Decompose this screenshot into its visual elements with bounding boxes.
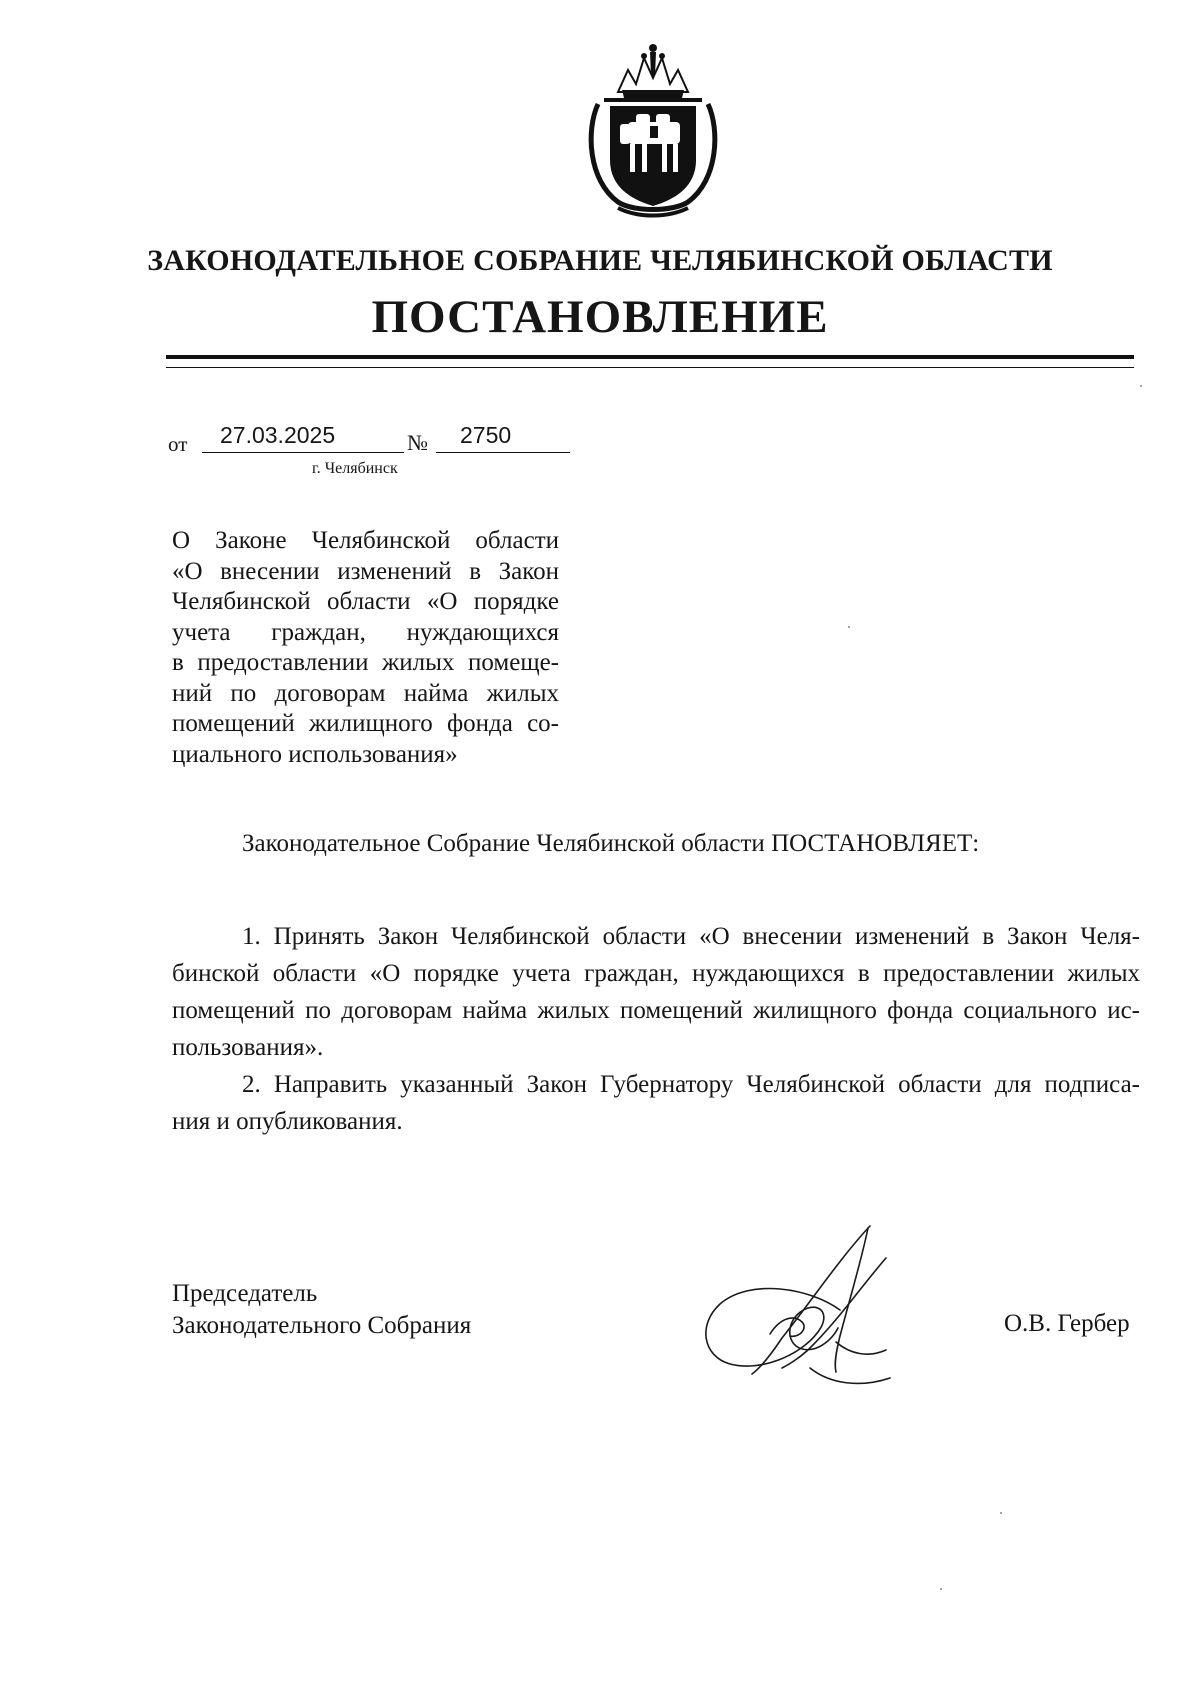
subject-line: ний по договорам найма жилых bbox=[172, 679, 559, 707]
subject-line: «О внесении изменений в Закон bbox=[172, 557, 559, 585]
item-2-line: ния и опубликования. bbox=[172, 1108, 403, 1135]
organization-title: ЗАКОНОДАТЕЛЬНОЕ СОБРАНИЕ ЧЕЛЯБИНСКОЙ ОБЛАСТИ bbox=[147, 244, 1053, 277]
document-number: 2750 bbox=[460, 422, 512, 448]
resolution-body bbox=[172, 918, 1140, 1140]
document-type-title: ПОСТАНОВЛЕНИЕ bbox=[371, 291, 829, 343]
document-date: 27.03.2025 bbox=[220, 422, 336, 448]
signer-name: О.В. Гербер bbox=[1004, 1310, 1130, 1337]
signer-position-line: Председатель bbox=[172, 1280, 318, 1307]
header-rule-thin bbox=[166, 367, 1134, 368]
coat-of-arms-icon bbox=[578, 40, 728, 220]
item-1-line: 1. Принять Закон Челябинской области «О внесении изменений в Закон Челя- bbox=[242, 923, 1140, 950]
number-label: № bbox=[407, 430, 428, 455]
item-1-line: пользования». bbox=[172, 1034, 324, 1061]
subject-line: учета граждан, нуждающихся bbox=[172, 618, 559, 646]
subject-line: в предоставлении жилых помеще- bbox=[172, 649, 559, 676]
scan-speck bbox=[1000, 1512, 1002, 1514]
item-1-line: бинской области «О порядке учета граждан, нуждающихся в предоставлении жилых bbox=[172, 960, 1140, 987]
signer-position-line: Законодательного Собрания bbox=[172, 1312, 472, 1339]
date-prefix-label: от bbox=[168, 432, 188, 456]
subject-line: Челябинской области «О порядке bbox=[172, 588, 559, 615]
signer-position bbox=[172, 1278, 471, 1342]
subject-line: О Законе Челябинской области bbox=[172, 527, 559, 554]
scan-speck bbox=[1140, 385, 1142, 387]
header-rule-thick bbox=[166, 355, 1134, 359]
number-underline bbox=[436, 452, 570, 453]
subject-line: циального использования» bbox=[172, 740, 458, 768]
scan-speck bbox=[848, 626, 850, 628]
city-label: г. Челябинск bbox=[312, 460, 398, 477]
preamble: Законодательное Собрание Челябинской области ПОСТАНОВЛЯЕТ: bbox=[242, 830, 980, 857]
date-underline bbox=[202, 452, 404, 453]
document-subject bbox=[172, 526, 559, 770]
handwritten-signature bbox=[690, 1218, 922, 1396]
item-1-line: помещений по договорам найма жилых помещений жилищного фонда социального ис- bbox=[172, 997, 1140, 1024]
item-2-line: 2. Направить указанный Закон Губернатору Челябинской области для подписа- bbox=[242, 1071, 1140, 1098]
scan-speck bbox=[940, 1588, 942, 1590]
subject-line: помещений жилищного фонда со- bbox=[172, 710, 559, 737]
